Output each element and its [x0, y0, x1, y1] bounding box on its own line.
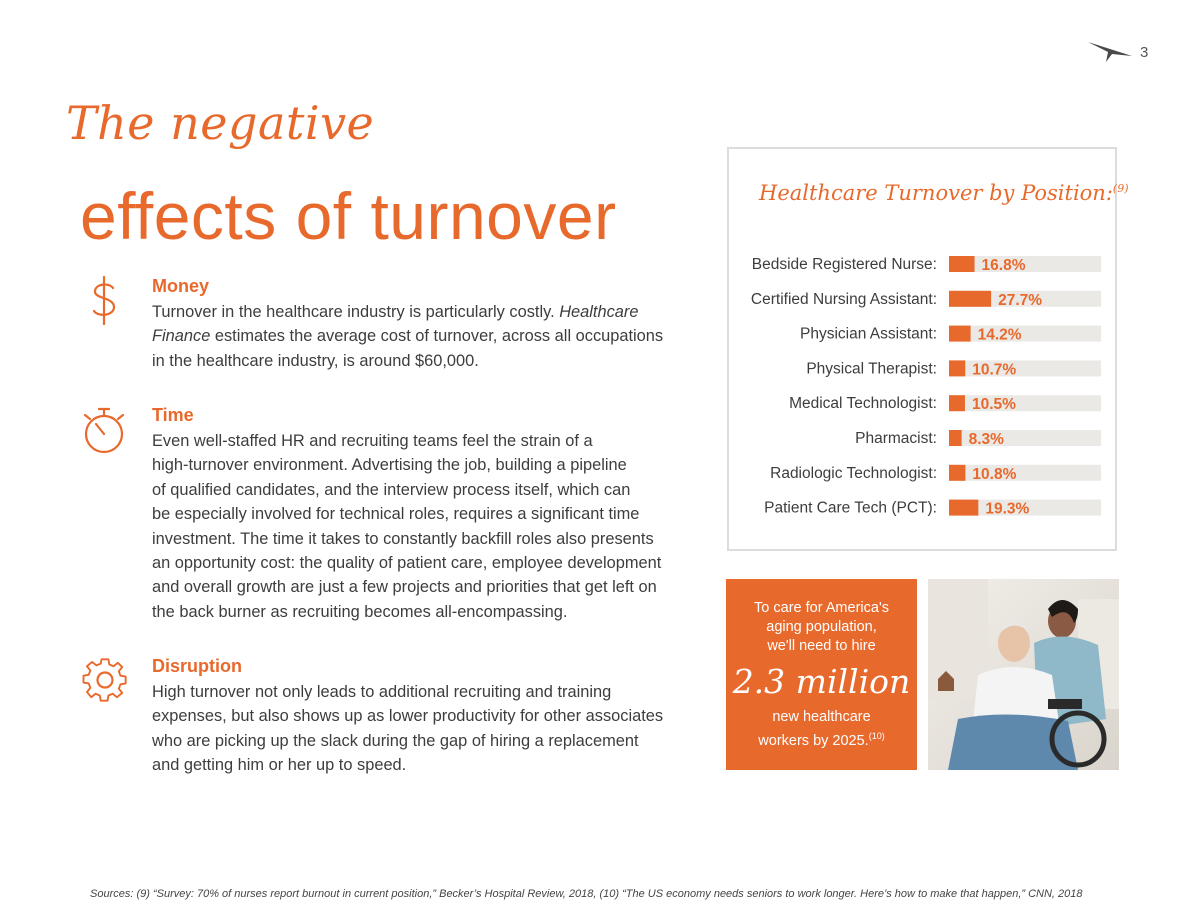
bar — [949, 465, 965, 481]
bar-value-label: 27.7% — [998, 291, 1043, 309]
stat-line-5: workers by 2025.$^{(10)}$ — [758, 731, 885, 749]
section-disruption — [80, 654, 680, 784]
stopwatch-icon — [80, 405, 132, 457]
title-line-2: effects of turnover — [80, 179, 617, 253]
nurse-with-patient-photo — [928, 579, 1119, 770]
arrow-logo-icon — [1088, 40, 1132, 62]
sources-footnote: Sources: (9) “Survey: 70% of nurses report burnout in current position,” Becker’s Hospital Review, 2018, (10) “The US economy needs seniors to work longer. Here’s how to make that happen,” CNN, 2018 — [90, 888, 1083, 900]
bar-category-label: Physical Therapist: — [806, 360, 937, 378]
bar — [949, 256, 975, 272]
stat-line-1: To care for America's — [754, 600, 889, 616]
section-text: High turnover not only leads to additional recruiting and training expenses, but also shows up as lower productivity for other associates who are picking up the slack during the gap of hiring a replacement and getting him or her up to speed. — [152, 683, 664, 775]
stat-line-3: we'll need to hire — [767, 638, 876, 654]
stat-line-4: new healthcare — [772, 709, 871, 725]
bar-category-label: Patient Care Tech (PCT): — [764, 499, 937, 517]
bar-category-label: Pharmacist: — [855, 430, 937, 447]
bar — [949, 395, 965, 411]
title-line-1: The negative — [66, 96, 375, 150]
turnover-bar-chart — [729, 149, 1115, 549]
bar — [949, 291, 991, 307]
bar — [949, 500, 978, 516]
turnover-chart-card — [727, 147, 1129, 551]
bar — [949, 326, 971, 342]
section-money — [80, 274, 680, 374]
stat-callout — [726, 579, 917, 770]
dollar-icon — [80, 274, 132, 326]
bar-track — [949, 326, 1101, 342]
gear-icon — [80, 654, 132, 706]
section-heading: Money — [152, 276, 210, 296]
bar-value-label: 8.3% — [968, 431, 1004, 448]
bar — [949, 430, 962, 446]
section-time — [80, 403, 680, 623]
bar-value-label: 14.2% — [977, 326, 1022, 344]
photo-illustration — [928, 579, 1119, 770]
section-heading: Disruption — [152, 656, 242, 676]
section-text: Even well-staffed HR and recruiting teams feel the strain of a high-turnover environment. Advertising the job, building a pipeline of qualified candidates, and the interview process itself, which can be especially involved for technical roles, requires a significant time investment. The time it takes to constantly backfill roles also presents an opportunity cost: the quality of patient care, employee development and overall growth are just a few projects and priorities that get left on the back burner as recruiting becomes all-encompassing. — [152, 432, 662, 621]
page-number: 3 — [1140, 44, 1149, 61]
bar-category-label: Radiologic Technologist: — [770, 464, 937, 482]
bar — [949, 360, 965, 376]
bar-value-label: 10.7% — [972, 361, 1017, 379]
bar-category-label: Bedside Registered Nurse: — [751, 256, 937, 273]
bar-value-label: 19.3% — [985, 500, 1030, 518]
stat-line-2: aging population, — [766, 619, 877, 635]
bar-category-label: Certified Nursing Assistant: — [750, 290, 937, 308]
bar-value-label: 16.8% — [981, 257, 1026, 274]
bar-category-label: Medical Technologist: — [789, 395, 937, 413]
bar-category-label: Physician Assistant: — [800, 325, 937, 343]
bar-value-label: 10.5% — [971, 396, 1016, 414]
stat-figure: 2.3 million — [732, 662, 911, 701]
bar-value-label: 10.8% — [972, 465, 1017, 483]
chart-title: Healthcare Turnover by Position:$^{(9)}$ — [759, 181, 1129, 205]
section-text: Turnover in the healthcare industry is particularly costly. Healthcare Finance estimates the average cost of turnover, across all occupations in the healthcare industry, is around $60,000. — [152, 303, 664, 370]
section-heading: Time — [152, 405, 194, 425]
